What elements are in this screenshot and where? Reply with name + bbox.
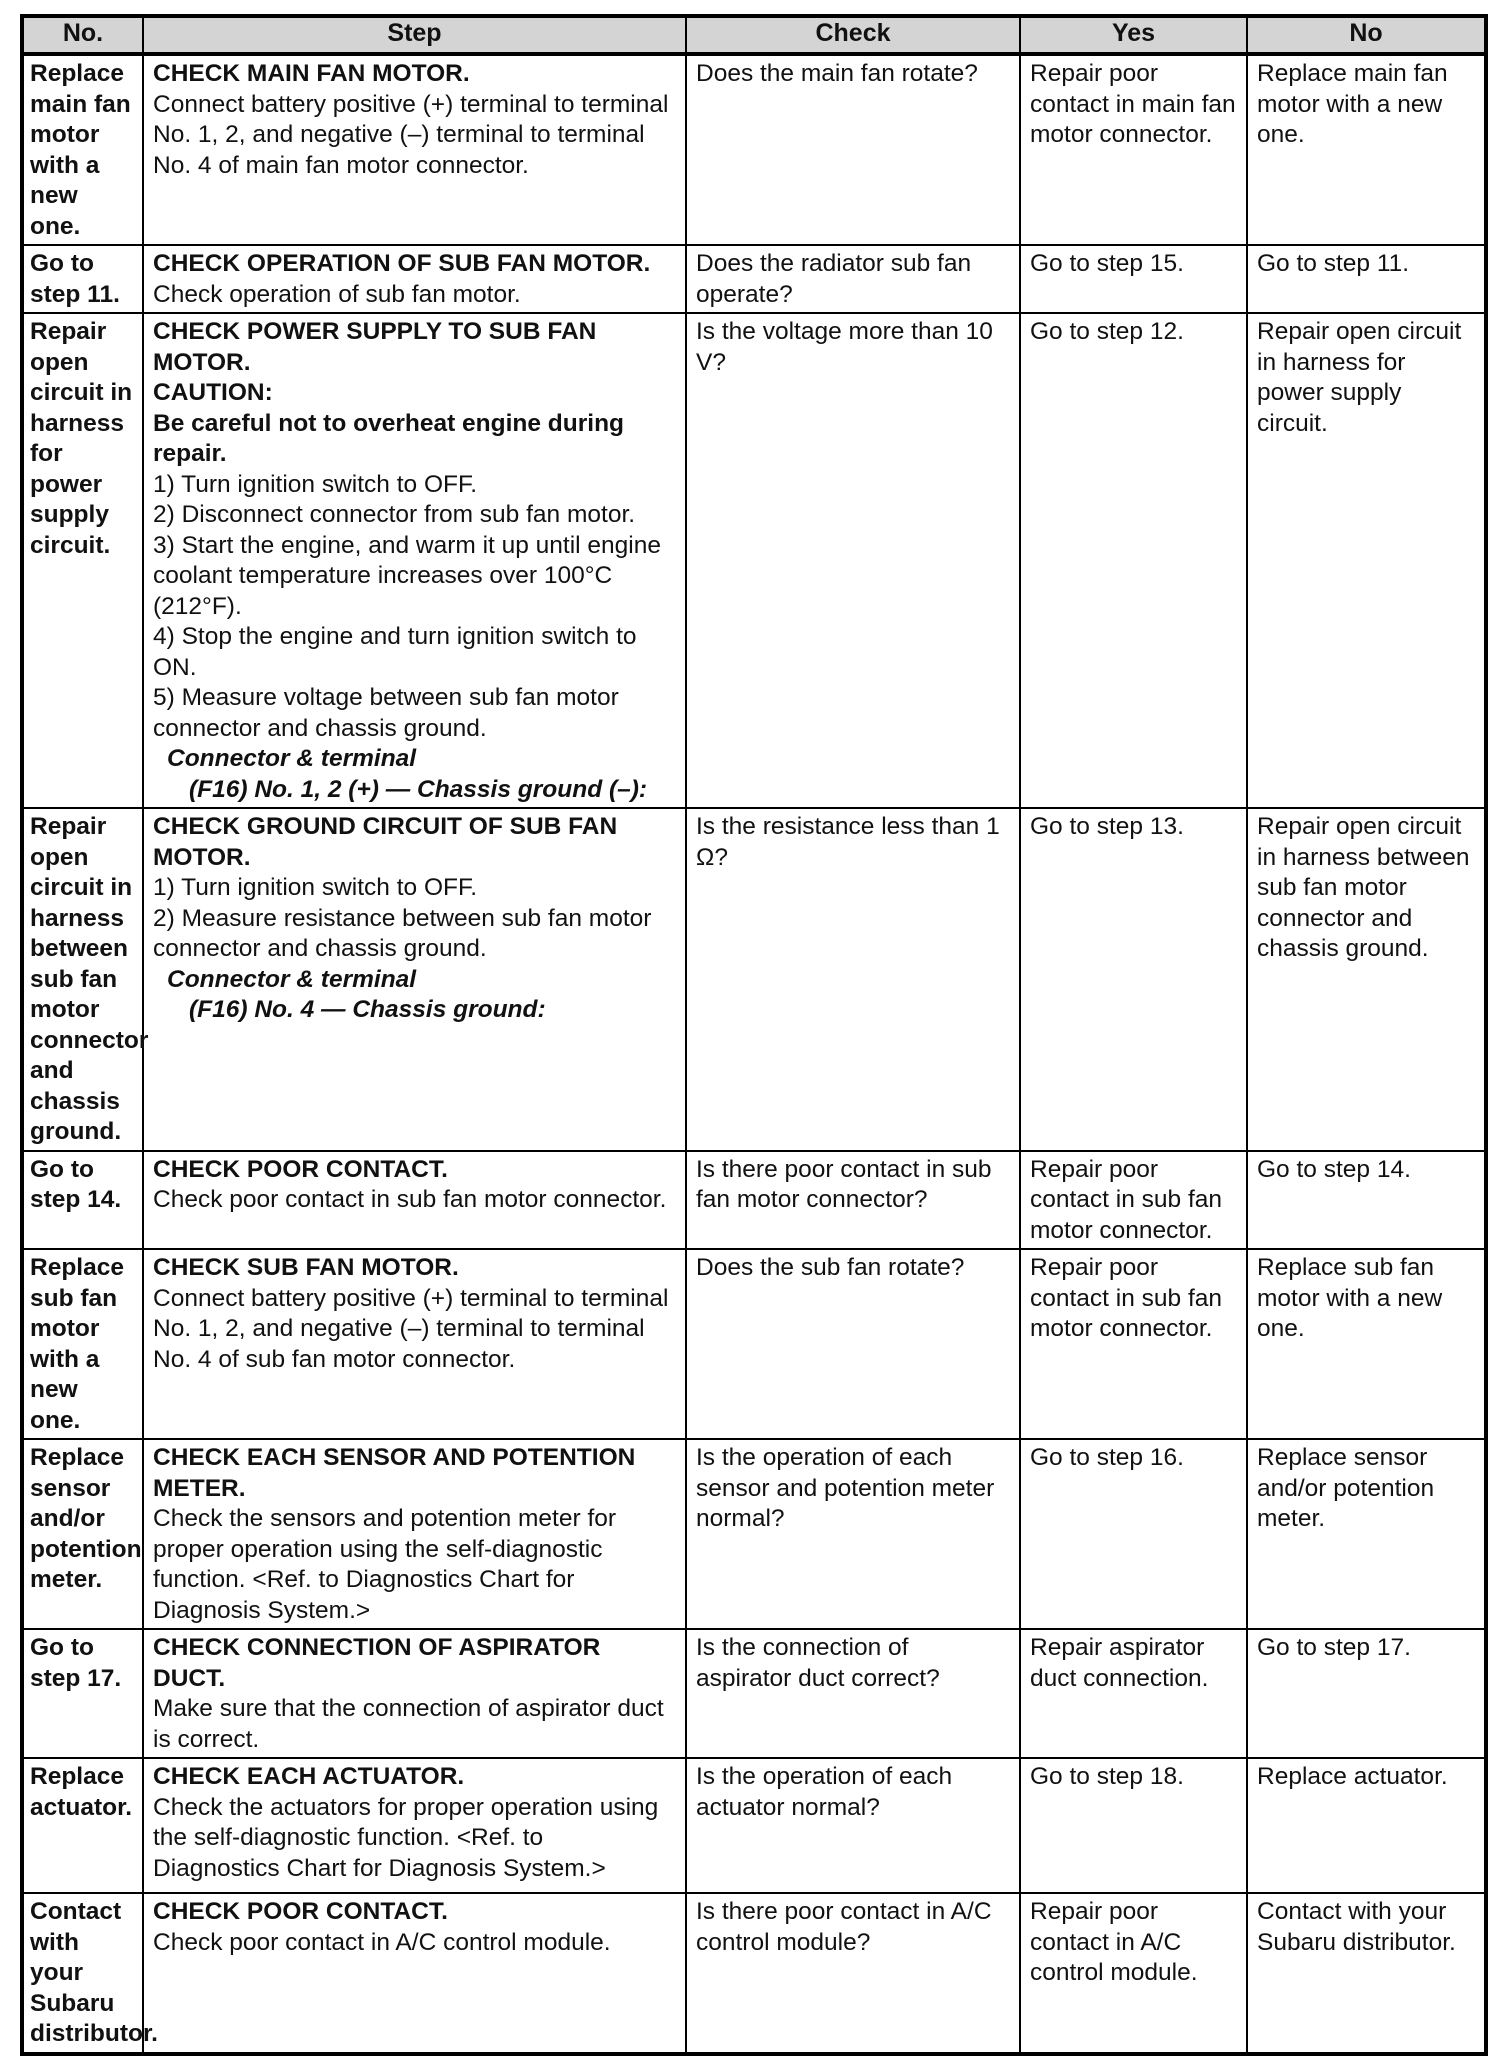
step-heading: CHECK POWER SUPPLY TO SUB FAN MOTOR. — [153, 318, 597, 376]
yes-cell: Repair poor contact in A/C control module. — [1020, 1893, 1247, 2054]
step-cell — [143, 54, 686, 245]
step-instruction: 4) Stop the engine and turn ignition switch to ON. — [153, 623, 637, 681]
no-cell: Go to step 11. — [1247, 245, 1486, 313]
check-cell: Is there poor contact in A/C control module? — [686, 1893, 1020, 2054]
no-cell: Repair open circuit in harness for power supply circuit. — [1247, 313, 1486, 808]
step-instruction: Check the actuators for proper operation using the self-diagnostic function. <Ref. to Diagnostics Chart for Diagnosis System.> — [153, 1793, 659, 1882]
table-body — [22, 54, 1486, 2054]
step-heading: CHECK CONNECTION OF ASPIRATOR DUCT. — [153, 1634, 601, 1692]
check-cell: Is there poor contact in sub fan motor connector? — [686, 1151, 1020, 1250]
step-heading: CHECK EACH SENSOR AND POTENTION METER. — [153, 1444, 636, 1502]
step-instruction: 2) Disconnect connector from sub fan motor. — [153, 501, 636, 528]
yes-cell: Repair aspirator duct connection. — [1020, 1629, 1247, 1758]
step-cell — [143, 1439, 686, 1629]
table-row — [22, 1151, 1486, 1250]
yes-cell: Repair poor contact in sub fan motor connector. — [1020, 1249, 1247, 1439]
step-heading: CAUTION: — [153, 379, 273, 406]
step-number: Replace sensor and/or potention meter. — [22, 1439, 143, 1629]
step-number: Repair open circuit in harness for power supply circuit. — [22, 313, 143, 808]
step-heading: CHECK MAIN FAN MOTOR. — [153, 60, 470, 87]
step-heading: CHECK OPERATION OF SUB FAN MOTOR. — [153, 250, 651, 277]
check-cell: Does the sub fan rotate? — [686, 1249, 1020, 1439]
connector-terminal-note: Connector & terminal — [167, 745, 417, 772]
no-cell: Replace sensor and/or potention meter. — [1247, 1439, 1486, 1629]
step-instruction: Connect battery positive (+) terminal to terminal No. 1, 2, and negative (–) terminal to terminal No. 4 of main fan motor connector. — [153, 90, 669, 179]
table-row — [22, 1439, 1486, 1629]
step-number: Go to step 11. — [22, 245, 143, 313]
table-row — [22, 245, 1486, 313]
diagnostic-procedure-table — [20, 14, 1488, 2056]
no-cell: Replace actuator. — [1247, 1758, 1486, 1893]
step-instruction: 5) Measure voltage between sub fan motor connector and chassis ground. — [153, 684, 619, 742]
table-row — [22, 1893, 1486, 2054]
step-cell — [143, 1893, 686, 2054]
check-cell: Does the main fan rotate? — [686, 54, 1020, 245]
header-step: Step — [143, 16, 686, 54]
step-cell — [143, 1151, 686, 1250]
table-row — [22, 313, 1486, 808]
step-instruction: 3) Start the engine, and warm it up until engine coolant temperature increases over 100°C (212°F). — [153, 531, 662, 620]
no-cell: Replace main fan motor with a new one. — [1247, 54, 1486, 245]
table-row — [22, 54, 1486, 245]
connector-terminal-note: Connector & terminal — [167, 965, 417, 993]
connector-terminal-note: (F16) No. 1, 2 (+) — Chassis ground (–): — [189, 775, 648, 803]
step-heading: CHECK POOR CONTACT. — [153, 1155, 448, 1183]
step-cell — [143, 1249, 686, 1439]
table-row — [22, 1629, 1486, 1758]
yes-cell: Go to step 18. — [1020, 1758, 1247, 1893]
check-cell: Is the resistance less than 1 Ω? — [686, 808, 1020, 1151]
no-cell: Repair open circuit in harness between sub fan motor connector and chassis ground. — [1247, 808, 1486, 1151]
step-heading: CHECK GROUND CIRCUIT OF SUB FAN MOTOR. — [153, 813, 618, 871]
step-instruction: 1) Turn ignition switch to OFF. — [153, 470, 478, 498]
step-instruction: 2) Measure resistance between sub fan motor connector and chassis ground. — [153, 904, 652, 962]
yes-cell: Go to step 13. — [1020, 808, 1247, 1151]
header-yes: Yes — [1020, 16, 1247, 54]
step-instruction: Check poor contact in A/C control module. — [153, 1928, 611, 1956]
diagnostic-table-page — [20, 14, 1484, 2056]
yes-cell: Go to step 15. — [1020, 245, 1247, 313]
table-row — [22, 808, 1486, 1151]
step-number: Contact with your Subaru distributor. — [22, 1893, 143, 2054]
step-heading: CHECK SUB FAN MOTOR. — [153, 1254, 459, 1281]
table-row — [22, 1249, 1486, 1439]
step-number: Replace actuator. — [22, 1758, 143, 1893]
step-heading: CHECK EACH ACTUATOR. — [153, 1763, 465, 1790]
check-cell: Is the operation of each actuator normal? — [686, 1758, 1020, 1893]
step-number: Replace main fan motor with a new one. — [22, 54, 143, 245]
step-number: Go to step 17. — [22, 1629, 143, 1758]
no-cell: Go to step 14. — [1247, 1151, 1486, 1250]
table-row — [22, 1758, 1486, 1893]
check-cell: Does the radiator sub fan operate? — [686, 245, 1020, 313]
yes-cell: Repair poor contact in sub fan motor connector. — [1020, 1151, 1247, 1250]
header-no-column: No — [1247, 16, 1486, 54]
check-cell: Is the voltage more than 10 V? — [686, 313, 1020, 808]
check-cell: Is the connection of aspirator duct correct? — [686, 1629, 1020, 1758]
step-instruction: Check operation of sub fan motor. — [153, 280, 521, 308]
step-cell — [143, 245, 686, 313]
step-heading: Be careful not to overheat engine during repair. — [153, 409, 625, 467]
yes-cell: Go to step 16. — [1020, 1439, 1247, 1629]
step-instruction: Connect battery positive (+) terminal to terminal No. 1, 2, and negative (–) terminal to terminal No. 4 of sub fan motor connector. — [153, 1284, 669, 1373]
no-cell: Go to step 17. — [1247, 1629, 1486, 1758]
step-cell — [143, 1629, 686, 1758]
table-header-row — [22, 16, 1486, 54]
step-instruction: Check the sensors and potention meter for proper operation using the self-diagnostic function. <Ref. to Diagnostics Chart for Diagnosis System.> — [153, 1505, 617, 1624]
header-check: Check — [686, 16, 1020, 54]
header-no: No. — [22, 16, 143, 54]
step-number: Go to step 14. — [22, 1151, 143, 1250]
step-instruction: Make sure that the connection of aspirator duct is correct. — [153, 1695, 664, 1753]
step-cell — [143, 313, 686, 808]
connector-terminal-note: (F16) No. 4 — Chassis ground: — [189, 996, 546, 1023]
step-instruction: 1) Turn ignition switch to OFF. — [153, 874, 478, 901]
step-number: Repair open circuit in harness between sub fan motor connector and chassis ground. — [22, 808, 143, 1151]
step-cell — [143, 1758, 686, 1893]
step-number: Replace sub fan motor with a new one. — [22, 1249, 143, 1439]
no-cell: Replace sub fan motor with a new one. — [1247, 1249, 1486, 1439]
step-cell — [143, 808, 686, 1151]
step-heading: CHECK POOR CONTACT. — [153, 1898, 448, 1925]
no-cell: Contact with your Subaru distributor. — [1247, 1893, 1486, 2054]
yes-cell: Go to step 12. — [1020, 313, 1247, 808]
check-cell: Is the operation of each sensor and potention meter normal? — [686, 1439, 1020, 1629]
yes-cell: Repair poor contact in main fan motor connector. — [1020, 54, 1247, 245]
step-instruction: Check poor contact in sub fan motor connector. — [153, 1186, 667, 1213]
